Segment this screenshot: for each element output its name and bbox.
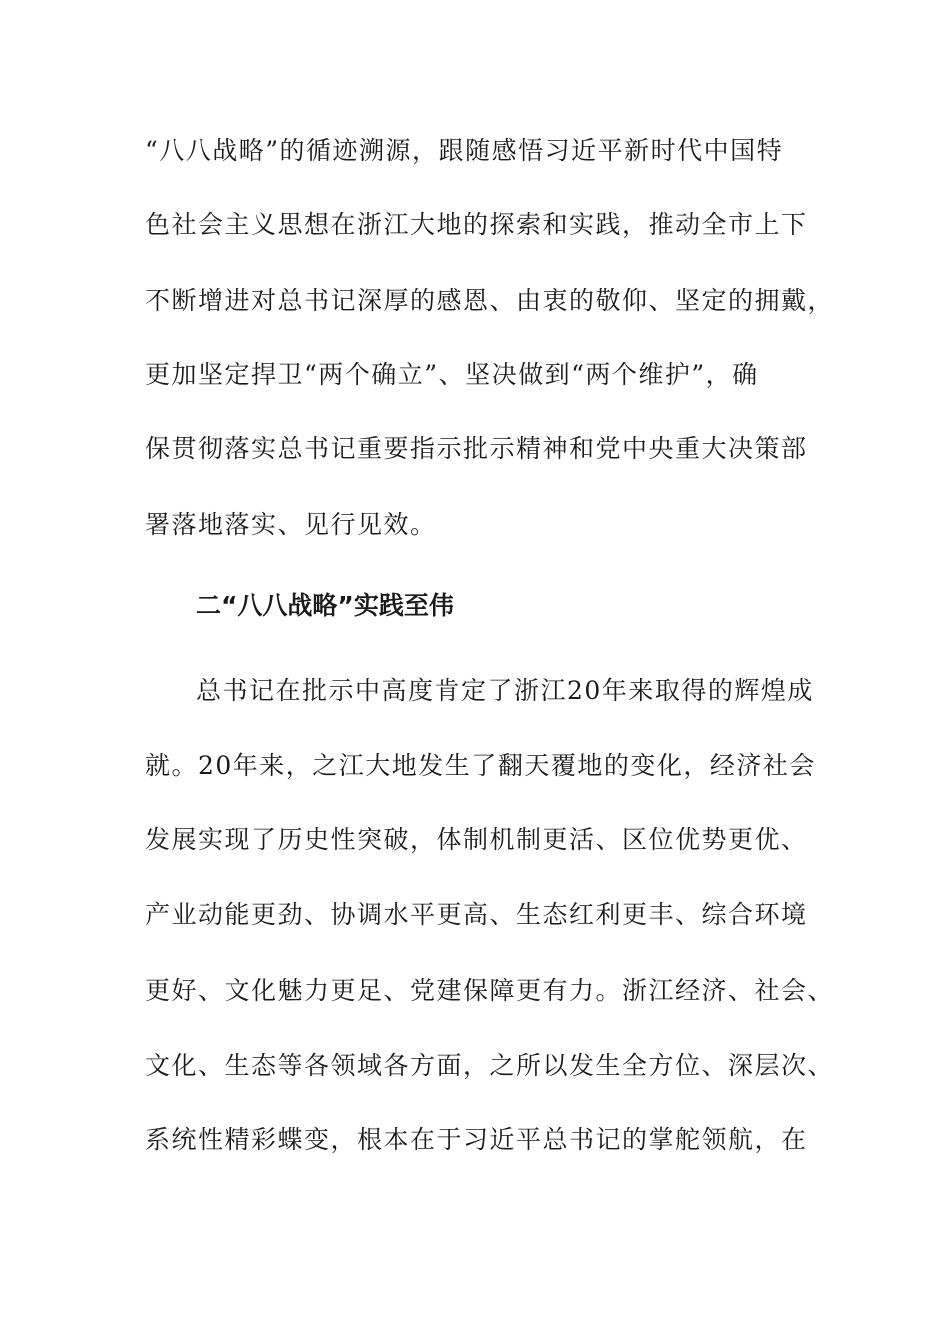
paragraph-1-line-1: “八八战略”的循迹溯源，跟随感悟习近平新时代中国特: [145, 136, 784, 165]
paragraph-1-line-5: 保贯彻落实总书记重要指示批示精神和党中央重大决策部: [145, 434, 808, 463]
paragraph-2-line-2: 就。20年来，之江大地发生了翻天覆地的变化，经济社会: [145, 751, 816, 780]
paragraph-2-line-4: 产业动能更劲、协调水平更高、生态红利更丰、综合环境: [145, 900, 808, 929]
paragraph-2-line-5: 更好、文化魅力更足、党建保障更有力。浙江经济、社会、: [145, 976, 835, 1005]
paragraph-2-line-3: 发展实现了历史性突破，体制机制更活、区位优势更优、: [145, 825, 808, 854]
paragraph-1-line-3: 不断增进对总书记深厚的感恩、由衷的敬仰、坚定的拥戴，: [145, 286, 835, 315]
paragraph-1-line-2: 色社会主义思想在浙江大地的探索和实践，推动全市上下: [145, 210, 808, 239]
section-heading: 二“八八战略”实践至伟: [196, 591, 454, 620]
paragraph-2-line-7: 系统性精彩蝶变，根本在于习近平总书记的掌舵领航，在: [145, 1125, 808, 1154]
paragraph-1-line-6: 署落地落实、见行见效。: [145, 510, 437, 539]
paragraph-1-line-4: 更加坚定捍卫“两个确立”、坚决做到“两个维护”，确: [145, 360, 759, 389]
paragraph-2-line-6: 文化、生态等各领域各方面，之所以发生全方位、深层次、: [145, 1051, 835, 1080]
paragraph-2-line-1: 总书记在批示中高度肯定了浙江20年来取得的辉煌成: [196, 676, 814, 705]
